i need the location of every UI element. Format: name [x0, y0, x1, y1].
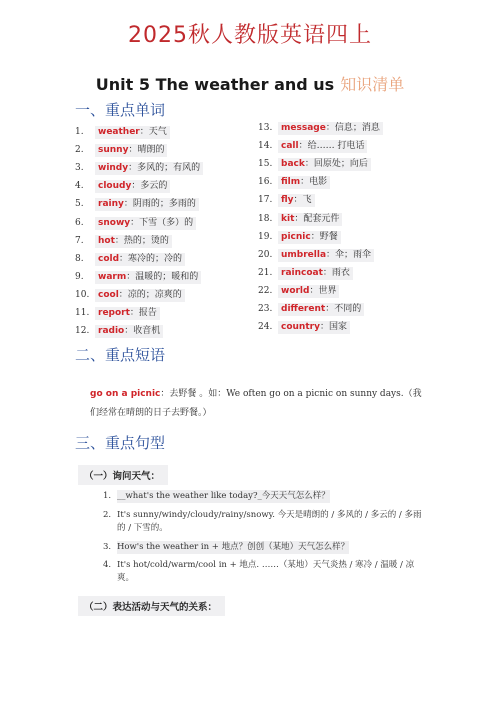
word-chinese: ：寒冷的；冷的 — [119, 253, 183, 264]
word-english: fly — [281, 195, 294, 206]
sentence-3: 3. How's the weather in + 地点？创创（某地）天气怎么样？ — [103, 542, 350, 552]
word-item — [75, 325, 163, 338]
word-number: 11. — [75, 308, 90, 318]
word-chinese: ：雨衣 — [322, 267, 350, 278]
word-item — [258, 176, 330, 189]
word-number: 17. — [258, 195, 273, 206]
document-title — [0, 18, 500, 49]
title-year: 2025 — [127, 23, 188, 48]
word-entry — [95, 271, 201, 284]
word-number: 20. — [258, 249, 273, 260]
word-number: 4. — [75, 181, 84, 192]
section-heading-sentences: 三、重点句型 — [75, 434, 166, 452]
word-item — [75, 271, 201, 284]
word-entry — [278, 176, 330, 189]
word-item — [258, 194, 315, 207]
word-number: 13. — [258, 123, 273, 133]
word-item — [75, 198, 199, 211]
word-number: 16. — [258, 177, 273, 188]
word-item — [258, 267, 353, 280]
word-english: cold — [98, 253, 120, 264]
phrase-en: go on a picnic — [90, 389, 161, 399]
word-number: 19. — [258, 231, 273, 242]
word-english: back — [281, 159, 305, 170]
subsection-heading-ask-weather: （一）询问天气： — [78, 465, 168, 485]
word-chinese: ：信息；消息 — [325, 123, 380, 133]
word-chinese: ：收音机 — [124, 326, 161, 337]
word-number: 1. — [75, 127, 84, 137]
word-entry — [278, 321, 350, 334]
word-number: 12. — [75, 326, 90, 337]
word-number: 7. — [75, 235, 84, 246]
section-heading-phrases: 二、重点短语 — [75, 346, 166, 364]
word-chinese: ：伞；雨伞 — [326, 249, 372, 260]
word-item — [258, 231, 341, 244]
unit-title-en: Unit 5 The weather and us — [95, 75, 335, 94]
word-chinese: ：下雪（多）的 — [130, 217, 194, 228]
word-item — [75, 217, 196, 230]
word-number: 6. — [75, 217, 84, 228]
word-english: kit — [281, 213, 295, 224]
word-chinese: ：温暖的；暖和的 — [126, 271, 199, 282]
word-english: windy — [98, 163, 129, 174]
word-entry — [95, 235, 172, 248]
word-chinese: ：凉的；凉爽的 — [118, 289, 182, 300]
word-item — [75, 253, 185, 266]
word-english: cool — [98, 289, 119, 300]
unit-title-cn: 知识清单 — [340, 75, 405, 94]
sentence-2: 2. It's sunny/windy/cloudy/rainy/snowy. 今天是晴朗的 / 多风的 / 多云的 / 多雨的 / 下雪的。 — [103, 510, 422, 533]
word-chinese: ：多云的 — [131, 181, 168, 192]
word-item — [75, 180, 170, 193]
phrase-paragraph — [90, 385, 430, 423]
word-item — [258, 122, 383, 135]
word-entry — [95, 126, 170, 139]
word-item — [75, 126, 170, 139]
sentence-4: 4. It's hot/cold/warm/cool in + 地点. ……（某地）天气炎热 / 寒冷 / 温暖 / 凉爽。 — [103, 560, 415, 583]
word-english: call — [281, 141, 299, 152]
word-item — [258, 249, 374, 262]
word-item — [75, 289, 185, 302]
word-item — [75, 307, 160, 320]
word-number: 9. — [75, 271, 84, 282]
word-chinese: ：国家 — [319, 322, 347, 333]
word-chinese: ：天气 — [139, 127, 167, 137]
word-english: raincoat — [281, 267, 323, 278]
word-entry — [278, 285, 339, 298]
word-english: hot — [98, 235, 115, 246]
subsection-heading-activity-weather: （二）表达活动与天气的关系： — [78, 596, 225, 616]
word-chinese: ：晴朗的 — [128, 145, 165, 156]
word-chinese: ：多风的；有风的 — [128, 163, 201, 174]
word-entry — [95, 198, 199, 211]
word-number: 22. — [258, 285, 273, 296]
word-number: 14. — [258, 141, 273, 152]
word-english: cloudy — [98, 181, 132, 192]
word-entry — [278, 303, 364, 316]
word-entry — [95, 144, 167, 157]
word-english: country — [281, 322, 320, 333]
word-chinese: ：给…… 打电话 — [298, 141, 365, 152]
word-item — [258, 158, 371, 171]
word-chinese: ：电影 — [300, 177, 328, 188]
word-entry — [95, 180, 170, 193]
word-item — [258, 285, 339, 298]
word-chinese: ：不同的 — [325, 304, 362, 314]
word-entry — [278, 158, 371, 171]
word-item — [75, 162, 203, 175]
word-number: 15. — [258, 159, 273, 170]
word-number: 23. — [258, 304, 273, 314]
word-item — [258, 140, 367, 153]
word-item — [75, 144, 167, 157]
word-chinese: ：配套元件 — [294, 213, 340, 224]
word-english: picnic — [281, 231, 311, 242]
word-chinese: ：世界 — [309, 285, 337, 296]
word-number: 3. — [75, 163, 84, 174]
sentence-1: 1. __what's the weather like today?_今天天气怎么样？ — [103, 491, 330, 501]
word-english: different — [281, 304, 326, 314]
word-entry — [278, 140, 367, 153]
word-number: 2. — [75, 145, 84, 156]
word-english: warm — [98, 271, 127, 282]
word-english: world — [281, 285, 310, 296]
word-english: sunny — [98, 145, 129, 156]
word-chinese: ：回原处；向后 — [304, 159, 368, 170]
word-english: snowy — [98, 217, 131, 228]
word-chinese: ：热的；烫的 — [114, 235, 169, 246]
word-entry — [278, 249, 374, 262]
word-english: radio — [98, 326, 125, 337]
word-item — [75, 235, 172, 248]
phrase-explanation: ：去野餐 。如：We often go on a picnic on sunny days.（我们经常在晴朗的日子去野餐。） — [90, 389, 422, 418]
word-entry — [278, 213, 342, 226]
word-english: film — [281, 177, 301, 188]
word-english: report — [98, 308, 130, 318]
word-english: weather — [98, 127, 140, 137]
word-english: rainy — [98, 199, 124, 210]
word-chinese: ：飞 — [293, 195, 312, 206]
word-entry — [95, 289, 185, 302]
word-chinese: ：阴雨的；多雨的 — [123, 199, 196, 210]
word-entry — [278, 122, 383, 135]
title-text: 秋人教版英语四上 — [187, 23, 372, 48]
word-english: message — [281, 123, 326, 133]
unit-title — [0, 72, 500, 95]
word-item — [258, 321, 350, 334]
word-entry — [95, 325, 163, 338]
word-entry — [278, 194, 315, 207]
word-entry — [95, 307, 160, 320]
word-entry — [278, 231, 341, 244]
word-number: 18. — [258, 213, 273, 224]
word-item — [258, 303, 364, 316]
word-entry — [95, 217, 196, 230]
word-number: 5. — [75, 199, 84, 210]
word-chinese: ：野餐 — [310, 231, 338, 242]
section-heading-words: 一、重点单词 — [75, 101, 166, 119]
word-number: 21. — [258, 267, 273, 278]
word-entry — [278, 267, 353, 280]
word-number: 8. — [75, 253, 84, 264]
word-entry — [95, 253, 185, 266]
word-english: umbrella — [281, 249, 327, 260]
word-number: 10. — [75, 289, 90, 300]
word-number: 24. — [258, 322, 273, 333]
word-entry — [95, 162, 203, 175]
word-chinese: ：报告 — [129, 308, 157, 318]
word-item — [258, 213, 342, 226]
